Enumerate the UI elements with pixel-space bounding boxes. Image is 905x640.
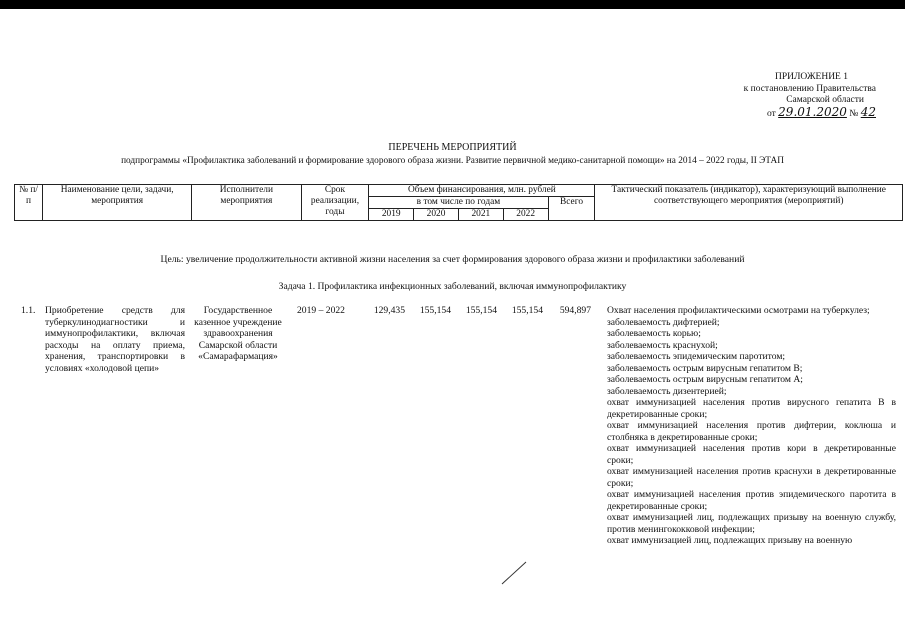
table-header — [14, 184, 903, 221]
row-period: 2019 – 2022 — [297, 305, 345, 316]
header-indicator: Тактический показатель (индикатор), характеризующий выполнение соответствующего мероприятия (мероприятий) — [595, 185, 903, 221]
goal-text: Цель: увеличение продолжительности активной жизни населения за счет формирования здорового образа жизни и профилактики заболеваний — [160, 254, 745, 265]
row-value-total: 594,897 — [559, 305, 591, 316]
row-executor: Государственное казенное учреждение здравоохранения Самарской области «Самарафармация» — [194, 305, 282, 362]
header-year: 2021 — [458, 209, 503, 221]
header-name: Наименование цели, задачи, мероприятия — [43, 185, 192, 221]
indicator-item: охват иммунизацией населения против эпидемического паротита в декретированные сроки; — [607, 489, 896, 512]
appendix-title: ПРИЛОЖЕНИЕ 1 — [774, 72, 848, 82]
header-period: Срок реализации, годы — [301, 185, 369, 221]
indicator-item: охват иммунизацией лиц, подлежащих призыву на военную службу, против менингококковой инфекции; — [607, 512, 896, 535]
indicator-item: заболеваемость краснухой; — [607, 339, 718, 351]
indicator-item: охват иммунизацией населения против краснухи в декретированные сроки; — [607, 466, 896, 489]
task-text: Задача 1. Профилактика инфекционных заболеваний, включая иммунопрофилактику — [278, 281, 627, 292]
header-num: № п/п — [15, 185, 43, 221]
date-value: 29.01.2020 — [778, 104, 847, 119]
row-value-2019: 129,435 — [373, 305, 405, 316]
header-executors: Исполнители мероприятия — [192, 185, 301, 221]
appendix-date-line — [706, 104, 876, 121]
indicator-item: охват иммунизацией лиц, подлежащих призыву на военную — [607, 535, 853, 546]
indicator-item: заболеваемость острым вирусным гепатитом А; — [607, 374, 803, 385]
row-activity-name: Приобретение средств для туберкулинодиагностики и иммунопрофилактики, включая расходы на оплату приема, хранения, транспортировки в условиях «холодовой цепи» — [45, 305, 185, 374]
appendix-line2: Самарской области — [786, 95, 864, 106]
pen-stroke-mark — [500, 560, 530, 586]
number-prefix: № — [849, 108, 859, 119]
indicator-item: Охват населения профилактическими осмотрами на туберкулез; — [607, 305, 870, 316]
indicator-item: охват иммунизацией населения против кори в декретированные сроки; — [607, 443, 896, 466]
row-value-2022: 155,154 — [511, 305, 543, 316]
row-value-2021: 155,154 — [465, 305, 497, 316]
header-year: 2022 — [503, 209, 548, 221]
header-funding: Объем финансирования, млн. рублей — [369, 185, 595, 197]
row-indicators — [607, 305, 896, 547]
indicator-item: заболеваемость дизентерией; — [607, 385, 727, 397]
header-year: 2020 — [414, 209, 459, 221]
indicator-item: заболеваемость острым вирусным гепатитом В; — [607, 362, 803, 374]
scan-top-border — [0, 0, 905, 9]
date-prefix: от — [767, 108, 776, 119]
indicator-item: заболеваемость эпидемическим паротитом; — [607, 351, 786, 362]
row-value-2020: 155,154 — [419, 305, 451, 316]
appendix-line1: к постановлению Правительства — [743, 83, 876, 94]
document-subtitle: подпрограммы «Профилактика заболеваний и формирование здорового образа жизни. Развитие первичной медико-санитарной помощи» на 2014 – 2022 годы, II ЭТАП — [121, 156, 784, 166]
header-by-year: в том числе по годам — [369, 197, 548, 209]
indicator-item: охват иммунизацией населения против дифтерии, коклюша и столбняка в декретированные сроки; — [607, 420, 896, 443]
header-total: Всего — [548, 197, 595, 221]
row-number: 1.1. — [21, 305, 36, 316]
header-year: 2019 — [369, 209, 414, 221]
appendix-block — [706, 72, 876, 120]
indicator-item: заболеваемость дифтерией; — [607, 316, 720, 328]
indicator-item: охват иммунизацией населения против вирусного гепатита В в декретированные сроки; — [607, 397, 896, 420]
indicator-item: заболеваемость корью; — [607, 328, 701, 339]
document-title: ПЕРЕЧЕНЬ МЕРОПРИЯТИЙ — [388, 142, 517, 153]
number-value: 42 — [860, 104, 876, 119]
